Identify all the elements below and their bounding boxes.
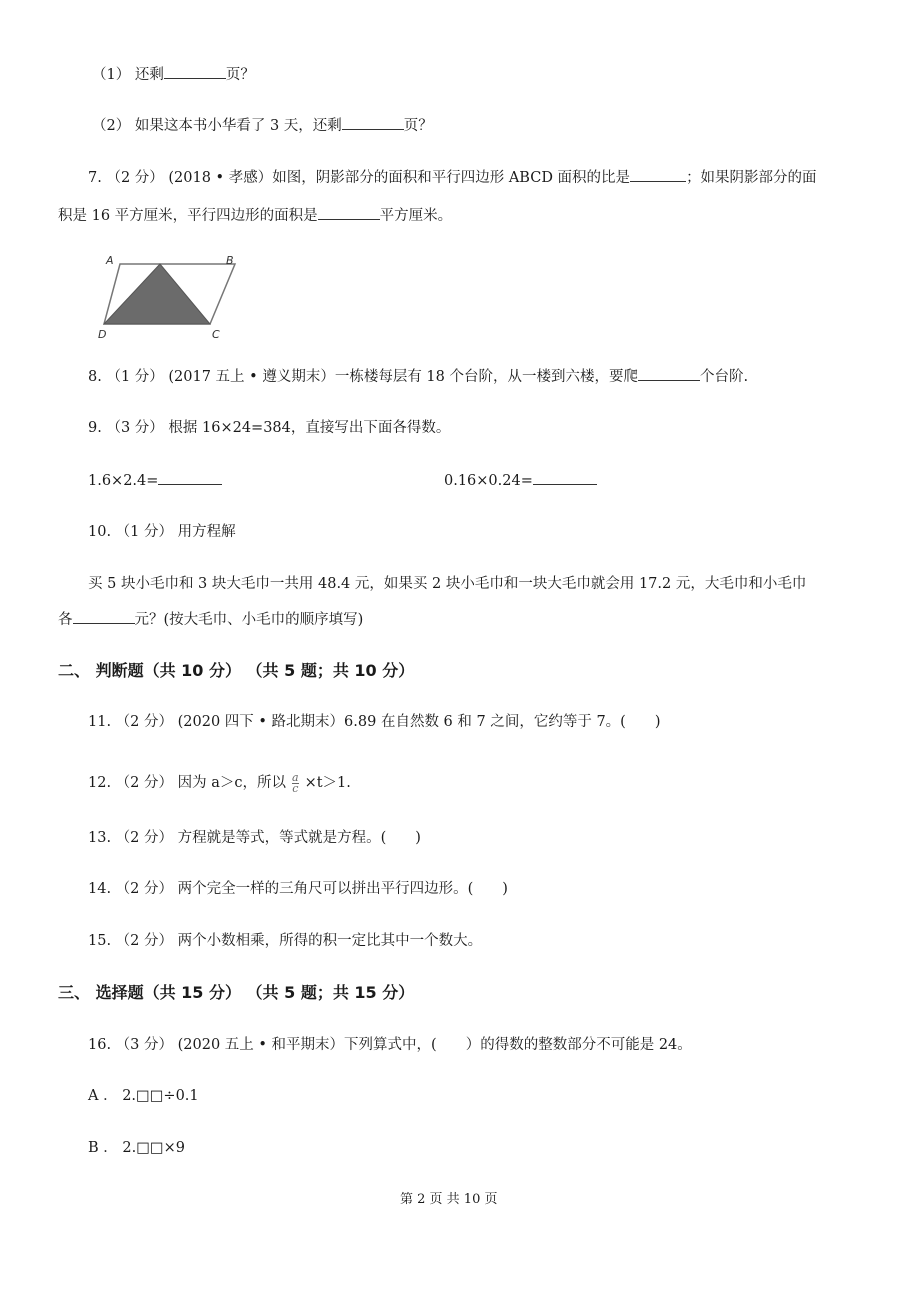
q14: 14. （2 分） 两个完全一样的三角尺可以拼出平行四边形。( ): [88, 881, 508, 897]
parallelogram-figure: [98, 250, 246, 342]
shaded-triangle: [104, 264, 210, 324]
answer-blank[interactable]: [630, 167, 686, 182]
answer-blank[interactable]: [158, 470, 222, 485]
q11: 11. （2 分） (2020 四下 • 路北期末）6.89 在自然数 6 和 7 之间，它约等于 7。( ): [88, 714, 661, 730]
q16-stem: 16. （3 分） (2020 五上 • 和平期末）下列算式中，( ）的得数的整数部分不可能是 24。: [88, 1037, 692, 1053]
fraction-a-over-c: $\frac{a}{c}$: [292, 770, 299, 795]
answer-blank[interactable]: [638, 366, 700, 381]
q10-body1: 买 5 块小毛巾和 3 块大毛巾一共用 48.4 元，如果买 2 块小毛巾和一块大毛巾就会用 17.2 元，大毛巾和小毛巾: [88, 576, 807, 592]
q6-sub1: （1） 还剩 页？: [92, 64, 255, 85]
q7-line2: 积是 16 平方厘米，平行四边形的面积是 平方厘米。: [58, 205, 452, 226]
q8: 8. （1 分） (2017 五上 • 遵义期末）一栋楼每层有 18 个台阶，从一楼到六楼，要爬 个台阶.: [88, 366, 748, 387]
q16-option-a[interactable]: A ． 2.□□÷0.1: [88, 1088, 199, 1104]
vertex-label-a: A: [106, 254, 114, 267]
q16-option-b[interactable]: B ． 2.□□×9: [88, 1140, 185, 1156]
answer-blank[interactable]: [342, 115, 404, 130]
q13: 13. （2 分） 方程就是等式，等式就是方程。( ): [88, 830, 421, 846]
answer-blank[interactable]: [73, 609, 135, 624]
vertex-label-b: B: [226, 254, 234, 267]
q15: 15. （2 分） 两个小数相乘，所得的积一定比其中一个数大。: [88, 933, 483, 949]
q12: 12. （2 分） 因为 a＞c，所以 $\frac{a}{c}$ ×t＞1.: [88, 770, 351, 795]
answer-blank[interactable]: [164, 64, 226, 79]
q10-stem: 10. （1 分） 用方程解: [88, 524, 236, 540]
section-3-title: 三、 选择题（共 15 分） （共 5 题；共 15 分）: [58, 983, 415, 1002]
page-footer: 第 2 页 共 10 页: [400, 1192, 498, 1207]
vertex-label-c: C: [212, 328, 220, 341]
q9-right: 0.16×0.24=: [444, 470, 597, 491]
q10-body2: 各 元？(按大毛巾、小毛巾的顺序填写): [58, 609, 363, 630]
q9-left: 1.6×2.4=: [88, 470, 222, 491]
section-2-title: 二、 判断题（共 10 分） （共 5 题；共 10 分）: [58, 661, 415, 680]
q6-sub2: （2） 如果这本书小华看了 3 天，还剩 页？: [92, 115, 433, 136]
vertex-label-d: D: [98, 328, 107, 341]
answer-blank[interactable]: [318, 205, 380, 220]
q9-stem: 9. （3 分） 根据 16×24=384，直接写出下面各得数。: [88, 420, 451, 436]
q7-line1: 7. （2 分） (2018 • 孝感）如图，阴影部分的面积和平行四边形 ABCD 面积的比是 ；如果阴影部分的面: [88, 167, 817, 188]
answer-blank[interactable]: [533, 470, 597, 485]
